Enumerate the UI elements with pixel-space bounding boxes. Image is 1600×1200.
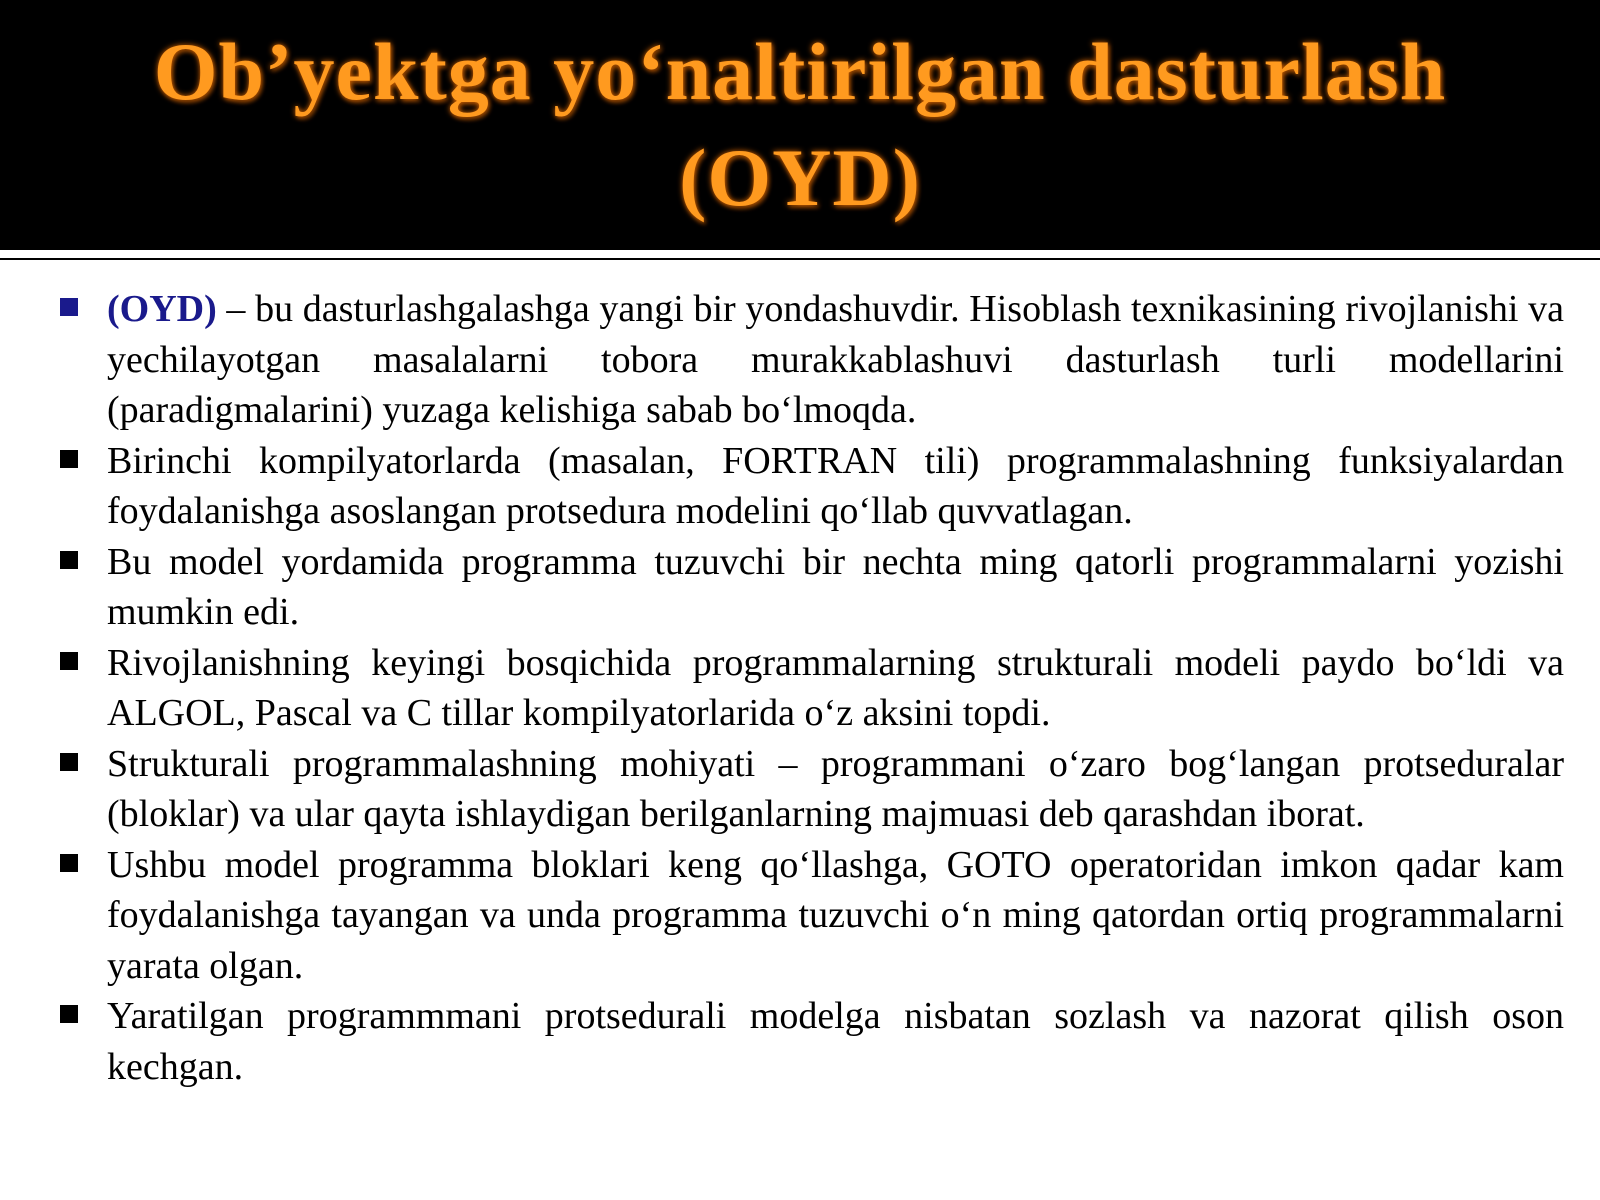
bullet-item (60, 537, 1564, 638)
bullet-list (60, 284, 1564, 1092)
bullet-text (107, 284, 1564, 436)
bullet-item (60, 991, 1564, 1092)
square-bullet-icon (60, 1005, 78, 1023)
slide-title-line-2: (OYD) (679, 132, 921, 223)
bullet-text: Yaratilgan programmmani protsedurali modelga nisbatan sozlash va nazorat qilish oson kechgan. (107, 995, 1564, 1088)
square-bullet-icon (60, 854, 78, 872)
square-bullet-icon (60, 652, 78, 670)
bullet-item (60, 840, 1564, 992)
square-bullet-icon (60, 298, 78, 316)
square-bullet-icon (60, 551, 78, 569)
bullet-text: Rivojlanishning keyingi bosqichida programmalarning strukturali modeli paydo bo‘ldi va ALGOL, Pascal va C tillar kompilyatorlarida o‘z aksini topdi. (107, 641, 1564, 734)
title-bar (0, 0, 1600, 250)
bullet-item (60, 739, 1564, 840)
title-divider (0, 258, 1600, 260)
bullet-text: Strukturali programmalashning mohiyati – programmani o‘zaro bog‘langan protseduralar (bloklar) va ular qayta ishlaydigan berilganlarning majmuasi deb qarashdan iborat. (107, 742, 1564, 835)
bullet-item (60, 436, 1564, 537)
bullet-lead-term: (OYD) (107, 288, 217, 330)
bullet-text: Ushbu model programma bloklari keng qo‘llashga, GOTO operatoridan imkon qadar kam foydalanishga tayangan va unda programma tuzuvchi o‘n ming qatordan ortiq programmalarni yarata olgan. (107, 843, 1564, 987)
bullet-item (60, 284, 1564, 436)
square-bullet-icon (60, 450, 78, 468)
bullet-text: Birinchi kompilyatorlarda (masalan, FORTRAN tili) programmalashning funksiyalardan foydalanishga asoslangan protsedura modelini qo‘llab quvvatlagan. (107, 439, 1564, 532)
bullet-item (60, 638, 1564, 739)
bullet-body: – bu dasturlashgalashga yangi bir yondashuvdir. Hisoblash texnikasining rivojlanishi va yechilayotgan masalalarni tobora murakkablashuvi dasturlash turli modellarini (paradigmalarini) yuzaga kelishiga sabab bo‘lmoqda. (107, 288, 1564, 431)
square-bullet-icon (60, 753, 78, 771)
slide-title-line-1: Ob’yektga yo‘naltirilgan dasturlash (153, 26, 1447, 117)
bullet-text: Bu model yordamida programma tuzuvchi bir nechta ming qatorli programmalarni yozishi mumkin edi. (107, 540, 1564, 633)
